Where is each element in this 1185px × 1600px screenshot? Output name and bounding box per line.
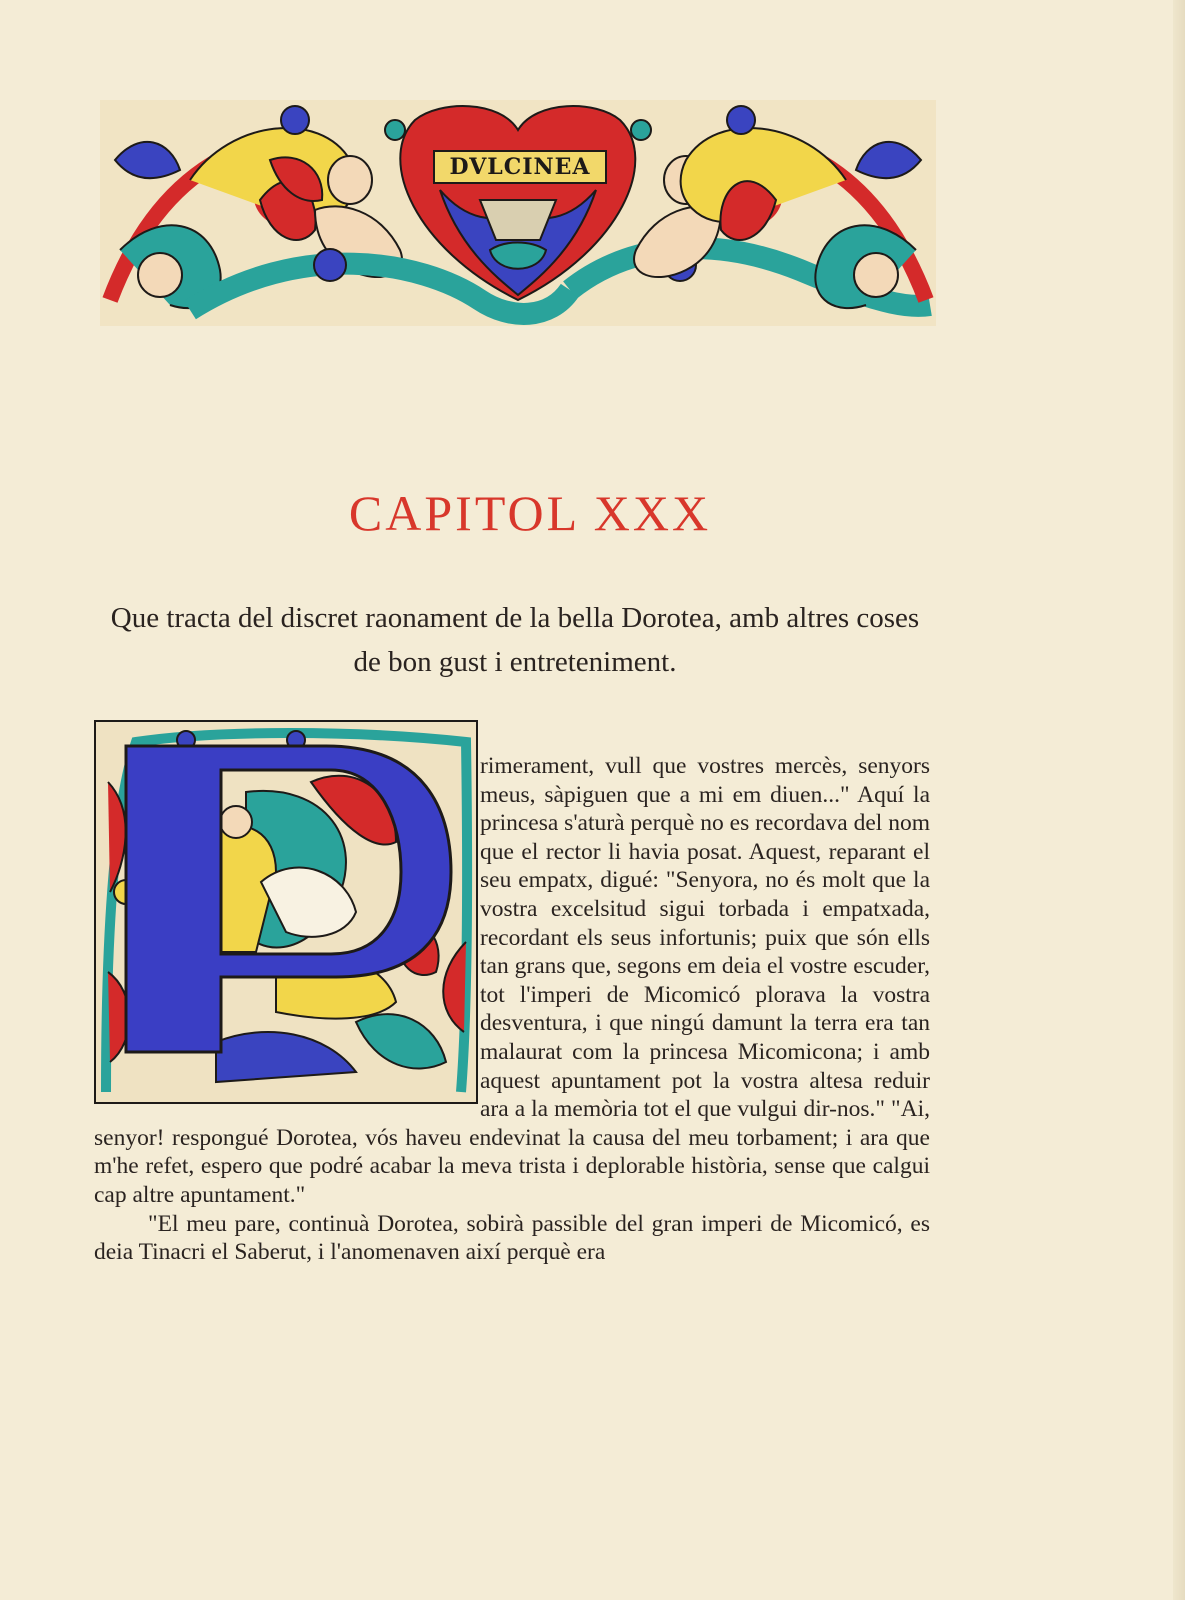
page-edge bbox=[1173, 0, 1185, 1600]
chapter-subtitle: Que tracta del discret raonament de la bella Dorotea, amb altres coses de bon gust i entreteniment. bbox=[110, 602, 920, 678]
body-paragraph: rimerament, vull que vostres mercès, senyors meus, sàpiguen que a mi em diuen..." Aquí la princesa s'aturà perquè no es recordava del nom que el rector li havia posat. Aquest, reparant el seu empatx, digué: "Senyora, no és molt que la vostra excelsitud sigui torbada i empatxada, recordant els seus infortunis; puix que són ells tan grans que, segons em deia el vostre escuder, tot l'imperi de Micomicó plorava la vostra desventura, i que ningú damunt la terra era tan malaurat com la princesa Micomicona; i amb aquest apuntament pot la vostra altesa reduir ara a la memòria tot el que vulgui dir-nos." "Ai, senyor! respongué Dorotea, vós haveu endevinat la causa del meu torbament; i ara que m'he refet, espero que podré acabar la meva trista i deplorable història, sense que calgui cap altre apuntament." bbox=[94, 753, 930, 1208]
headpiece-ornament bbox=[100, 100, 936, 326]
headpiece-label: DVLCINEA bbox=[433, 150, 607, 184]
headpiece-illustration bbox=[100, 100, 936, 326]
initial-text-wrap-spacer bbox=[94, 752, 480, 1097]
chapter-body bbox=[94, 752, 930, 1267]
body-paragraph: "El meu pare, continuà Dorotea, sobirà passible del gran imperi de Micomicó, es deia Tinacri el Saberut, i l'anomenaven així perquè era bbox=[94, 1210, 930, 1266]
chapter-title: CAPITOL XXX bbox=[348, 485, 712, 541]
